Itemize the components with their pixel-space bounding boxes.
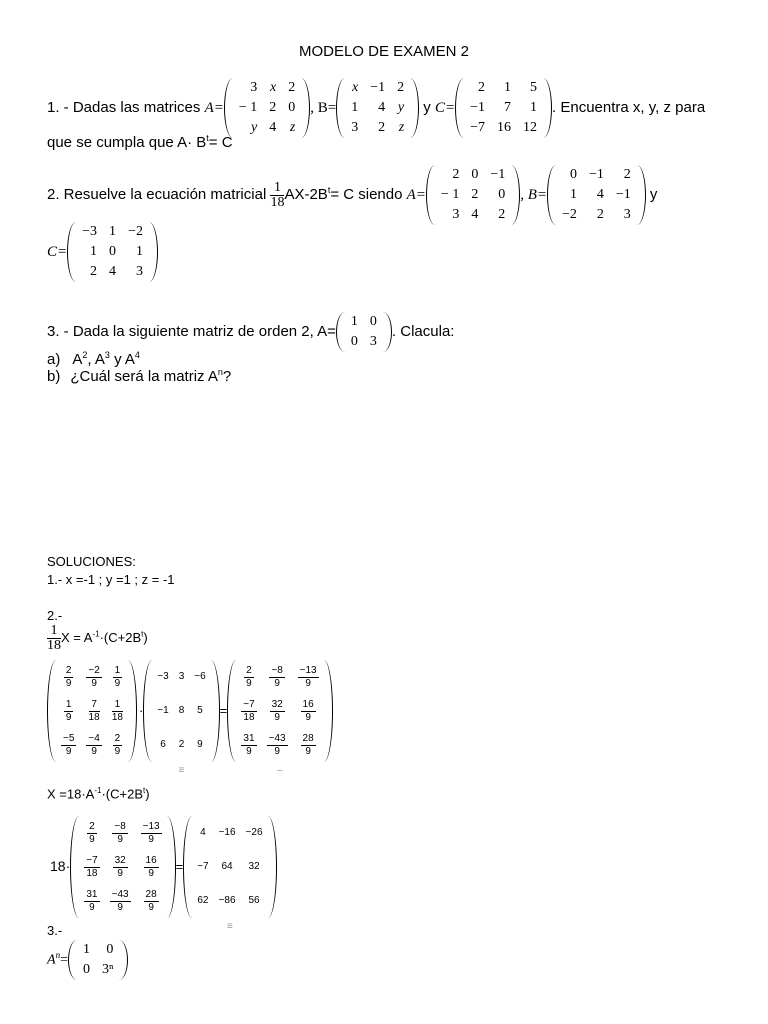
res1-cell: $\frac{-7}{18}$	[243, 698, 255, 723]
cb-row	[152, 694, 210, 728]
res1-row	[236, 694, 323, 728]
q2-c-label: C=	[47, 243, 68, 260]
solution-2-x-line: $X =18\cdot A^{-1}\cdot(C+2B^t)$	[47, 786, 150, 802]
q1-c-cell: −7	[470, 120, 486, 135]
q2-c-row	[47, 222, 158, 282]
q1-a-cell: x	[270, 80, 277, 95]
final-row	[192, 816, 267, 850]
final-cell: 64	[221, 861, 233, 872]
q2-matrix-a	[426, 165, 520, 225]
q1-text-b: . Encuentra x, y, z para	[552, 98, 706, 116]
q1-c-row	[464, 78, 543, 98]
q1-a-label: A=	[204, 99, 224, 116]
solutions-heading: SOLUCIONES:	[47, 554, 136, 569]
q1-matrix-c	[455, 78, 552, 138]
res1-cell: $\frac{-13}{9}$	[299, 664, 317, 689]
q2-b-row	[556, 205, 637, 225]
q1-matrix-b	[336, 78, 419, 138]
an-cell: 0	[82, 962, 90, 977]
final-cell: −16	[218, 827, 236, 838]
res1-cell: $\frac{-43}{9}$	[268, 732, 286, 757]
q2-matrix-c	[67, 222, 158, 282]
inverse-row	[56, 728, 128, 762]
solution-3-matrix	[68, 940, 128, 980]
q1-b-row	[345, 78, 410, 98]
q1-y-label: y	[419, 98, 435, 116]
question-3	[47, 312, 454, 352]
q1-c-row	[464, 118, 543, 138]
q2-c-cell: 1	[90, 244, 98, 259]
an-cell: 1	[82, 942, 90, 957]
q1-a-row	[233, 98, 301, 118]
q2-b-cell: −1	[615, 187, 631, 202]
q1-b-cell: 1	[351, 100, 359, 115]
solution-1: 1.- x =-1 ; y =1 ; z = -1	[47, 572, 175, 587]
res2-cell: $\frac{-7}{18}$	[86, 854, 98, 879]
res1-cell: $\frac{32}{9}$	[271, 698, 283, 723]
question-1	[47, 78, 705, 138]
final-cell: 32	[248, 861, 260, 872]
q1-a-cell: 2	[269, 100, 277, 115]
q3-item-b: b) ¿Cuál será la matriz $A^n$?	[47, 367, 232, 385]
q2-a-row	[435, 205, 511, 225]
q1-a-cell: y	[251, 120, 258, 135]
q2-a-cell: 0	[471, 167, 479, 182]
q1-b-cell: 2	[378, 120, 386, 135]
cb-cell: 3	[178, 671, 185, 682]
inverse-cell: $\frac{1}{9}$	[114, 664, 121, 689]
q2-c-row	[76, 262, 149, 282]
res2-cell: $\frac{2}{9}$	[89, 820, 95, 845]
q2-a-cell: 0	[498, 187, 506, 202]
q1-b-cell: 2	[397, 80, 405, 95]
cb-cell: 5	[197, 705, 203, 716]
q1-b-cell: y	[397, 100, 405, 115]
q2-b-cell: −2	[562, 207, 577, 222]
q1-a-cell: 0	[288, 100, 296, 115]
res2-row	[79, 850, 166, 884]
inverse-cell: $\frac{2}{9}$	[65, 664, 72, 689]
res1-cell: $\frac{-8}{9}$	[271, 664, 283, 689]
res1-row	[236, 728, 323, 762]
res2-cell: $\frac{31}{9}$	[86, 888, 98, 913]
inverse-row	[56, 694, 128, 728]
q3-a-cell: 1	[350, 314, 358, 329]
q1-c-cell: 1	[530, 100, 538, 115]
res1-cell: $\frac{31}{9}$	[243, 732, 255, 757]
res2-cell: $\frac{-13}{9}$	[142, 820, 160, 845]
solution-2-label: 2.-	[47, 608, 63, 623]
inverse-matrix	[47, 660, 137, 762]
q2-a-cell: 3	[452, 207, 460, 222]
q3-a-row	[345, 312, 383, 332]
q2-matrix-b	[547, 165, 646, 225]
final-cell: −7	[197, 861, 209, 872]
inverse-cell: $\frac{-5}{9}$	[63, 732, 75, 757]
q2-b-cell: 2	[623, 167, 631, 182]
an-row	[77, 940, 119, 960]
cb-row	[152, 728, 210, 762]
q1-a-cell: 4	[269, 120, 277, 135]
q2-b-cell: 2	[596, 207, 604, 222]
q2-a-cell: 2	[498, 207, 506, 222]
final-row	[192, 850, 267, 884]
solution-2-equation: $\frac{1}{18}$ $X = A^{-1}\cdot(C+2B^t)$	[47, 623, 148, 653]
solution-2-product: $\frac{2}{9}$ $\frac{-2}{9}$ $\frac{1}{9}$ $\frac{1}{9}$ $\frac{7}{18}$ $\frac{1}{18}$ $\frac{-5}{9}$ $\frac{-4}{9}$ $\frac{2}{9}$ · −3 3 −6 −1 8 5 6 2 9 ≡ = $\frac{2}{9}$ $\frac{-8}{9}$ $\frac{-13}{9}$ $\frac{-7}{18}$ $\frac{32}{9}$ $\frac{16}{9}$ $\frac{31}{9}$ $\frac{-43}{9}$ $\frac{28}{9}$ –	[47, 660, 333, 762]
inverse-cell: $\frac{-4}{9}$	[88, 732, 100, 757]
final-row	[192, 884, 267, 918]
q1-a-cell: z	[289, 120, 296, 135]
q1-c-cell: −1	[470, 100, 486, 115]
q2-c-row	[76, 222, 149, 242]
inverse-cell: $\frac{1}{18}$	[111, 698, 123, 723]
solution-3-an: $A^n=$ 1 0 0 3ⁿ	[47, 940, 128, 980]
q1-b-row	[345, 98, 410, 118]
q2-c-cell: −2	[128, 224, 143, 239]
res1-cell: $\frac{28}{9}$	[302, 732, 314, 757]
final-cell: −26	[245, 827, 263, 838]
final-cell: 62	[197, 895, 209, 906]
q1-c-cell: 7	[504, 100, 512, 115]
q1-c-cell: 1	[504, 80, 512, 95]
q1-text-c-end: = C	[208, 134, 233, 151]
q2-a-cell: − 1	[440, 187, 460, 202]
result-matrix-1: $\frac{2}{9}$ $\frac{-8}{9}$ $\frac{-13}{9}$ $\frac{-7}{18}$ $\frac{32}{9}$ $\frac{16}{9}$ $\frac{31}{9}$ $\frac{-43}{9}$ $\frac{28}{9}$ –	[227, 660, 332, 762]
page-title: MODELO DE EXAMEN 2	[298, 43, 470, 60]
q2-fraction: $\frac{1}{18}$	[270, 179, 285, 210]
q1-b-cell: x	[352, 80, 359, 95]
inverse-cell: $\frac{1}{9}$	[65, 698, 72, 723]
cb-cell: 9	[197, 739, 203, 750]
cb-cell: −1	[157, 705, 169, 716]
an-cell: 0	[106, 942, 114, 957]
q2-text-a: 2. Resuelve la ecuación matricial	[47, 185, 271, 203]
q1-c-label: C=	[434, 99, 456, 116]
q1-line-2	[47, 133, 233, 151]
solution-3-label: 3.-	[47, 923, 63, 938]
res2-row	[79, 884, 166, 918]
q2-c-cell: 1	[109, 224, 117, 239]
res2-row	[79, 816, 166, 850]
inverse-cell: $\frac{2}{9}$	[114, 732, 121, 757]
res2-cell: $\frac{-43}{9}$	[111, 888, 129, 913]
final-matrix: 4 −16 −26 −7 64 32 62 −86 56 ≡	[183, 816, 276, 918]
q1-sup-t: t	[206, 133, 209, 143]
q2-y-label: y	[645, 185, 658, 203]
q1-a-cell: 3	[250, 80, 258, 95]
q1-c-cell: 2	[478, 80, 486, 95]
q2-a-cell: −1	[490, 167, 506, 182]
q3-text-a: 3. - Dada la siguiente matriz de orden 2, A=	[47, 322, 336, 340]
q1-c-cell: 16	[497, 120, 512, 135]
q2-b-cell: 3	[623, 207, 631, 222]
q2-c-cell: 2	[90, 264, 98, 279]
q1-a-cell: 2	[288, 80, 296, 95]
q3-a-cell: 3	[369, 334, 377, 349]
q2-c-cell: −3	[82, 224, 98, 239]
res2-cell: $\frac{32}{9}$	[114, 854, 126, 879]
inverse-row	[56, 660, 128, 694]
q1-text-a: 1. - Dadas las matrices	[47, 98, 205, 116]
q2-a-cell: 2	[452, 167, 460, 182]
q2-text-c: = C siendo	[330, 185, 407, 203]
q2-a-cell: 2	[471, 187, 479, 202]
an-row	[77, 960, 119, 980]
q3-matrix-a	[336, 312, 392, 352]
an-cell: 3ⁿ	[101, 962, 114, 977]
q2-a-row	[435, 185, 511, 205]
q1-a-row	[233, 78, 301, 98]
q1-c-cell: 5	[530, 80, 538, 95]
q3-a-row	[345, 332, 383, 352]
q2-c-row	[76, 242, 149, 262]
q2-b-cell: 4	[596, 187, 604, 202]
solution-2-final: 18· $\frac{2}{9}$ $\frac{-8}{9}$ $\frac{-13}{9}$ $\frac{-7}{18}$ $\frac{32}{9}$ $\frac{16}{9}$ $\frac{31}{9}$ $\frac{-43}{9}$ $\frac{28}{9}$ = 4 −16 −26 −7 64 32 62 −86 56 ≡	[50, 816, 277, 918]
q3-a-cell: 0	[350, 334, 358, 349]
res1-row	[236, 660, 323, 694]
q2-c-cell: 1	[135, 244, 143, 259]
q1-b-cell: z	[398, 120, 405, 135]
cb-cell: −6	[194, 671, 206, 682]
q1-b-label: , B=	[310, 99, 337, 116]
q1-a-row	[233, 118, 301, 138]
c-plus-2bt-matrix: −3 3 −6 −1 8 5 6 2 9 ≡	[143, 660, 219, 762]
q2-a-row	[435, 165, 511, 185]
q3-item-a: a) $A^2$, $A^3$ y $A^4$	[47, 350, 140, 368]
cb-cell: 2	[178, 739, 185, 750]
res2-cell: $\frac{28}{9}$	[145, 888, 157, 913]
cb-cell: 8	[178, 705, 185, 716]
q1-text-c: que se cumpla que A· B	[47, 134, 207, 151]
res2-cell: $\frac{16}{9}$	[145, 854, 157, 879]
q2-c-cell: 0	[109, 244, 117, 259]
inverse-cell: $\frac{-2}{9}$	[88, 664, 100, 689]
q3-a-cell: 0	[369, 314, 377, 329]
q2-b-cell: −1	[588, 167, 604, 182]
q2-a-cell: 4	[471, 207, 479, 222]
q2-a-label: A=	[406, 186, 426, 203]
final-cell: 4	[200, 827, 206, 838]
res1-cell: $\frac{2}{9}$	[246, 664, 252, 689]
res2-cell: $\frac{-8}{9}$	[114, 820, 126, 845]
q1-b-cell: 4	[378, 100, 386, 115]
cb-cell: 6	[160, 739, 166, 750]
q2-b-row	[556, 185, 637, 205]
final-cell: −86	[218, 895, 236, 906]
q1-c-cell: 12	[523, 120, 538, 135]
final-cell: 56	[248, 895, 260, 906]
q2-b-label: , B=	[520, 186, 548, 203]
q1-c-row	[464, 98, 543, 118]
res1-cell: $\frac{16}{9}$	[302, 698, 314, 723]
q2-b-cell: 1	[569, 187, 577, 202]
result-matrix-2	[70, 816, 175, 918]
q1-matrix-a	[224, 78, 310, 138]
q1-b-row	[345, 118, 410, 138]
question-2: 2. Resuelve la ecuación matricial $\frac{1}{18}$ $AX-2B^t= C$ siendo A= 2 0 −1 − 1 2 0 3 4 2 , B= 0 −1 2 1 4 −1 −2 2 3 y	[47, 165, 657, 225]
q2-text-b: AX-2B	[284, 185, 328, 203]
q2-c-cell: 3	[135, 264, 143, 279]
q2-c-cell: 4	[109, 264, 117, 279]
q1-a-cell: − 1	[238, 100, 258, 115]
q2-b-cell: 0	[569, 167, 577, 182]
q2-b-row	[556, 165, 637, 185]
q1-b-cell: −1	[370, 80, 386, 95]
cb-row	[152, 660, 210, 694]
q3-text-b: . Clacula:	[391, 322, 455, 340]
inverse-cell: $\frac{7}{18}$	[88, 698, 100, 723]
cb-cell: −3	[157, 671, 169, 682]
q1-b-cell: 3	[351, 120, 359, 135]
